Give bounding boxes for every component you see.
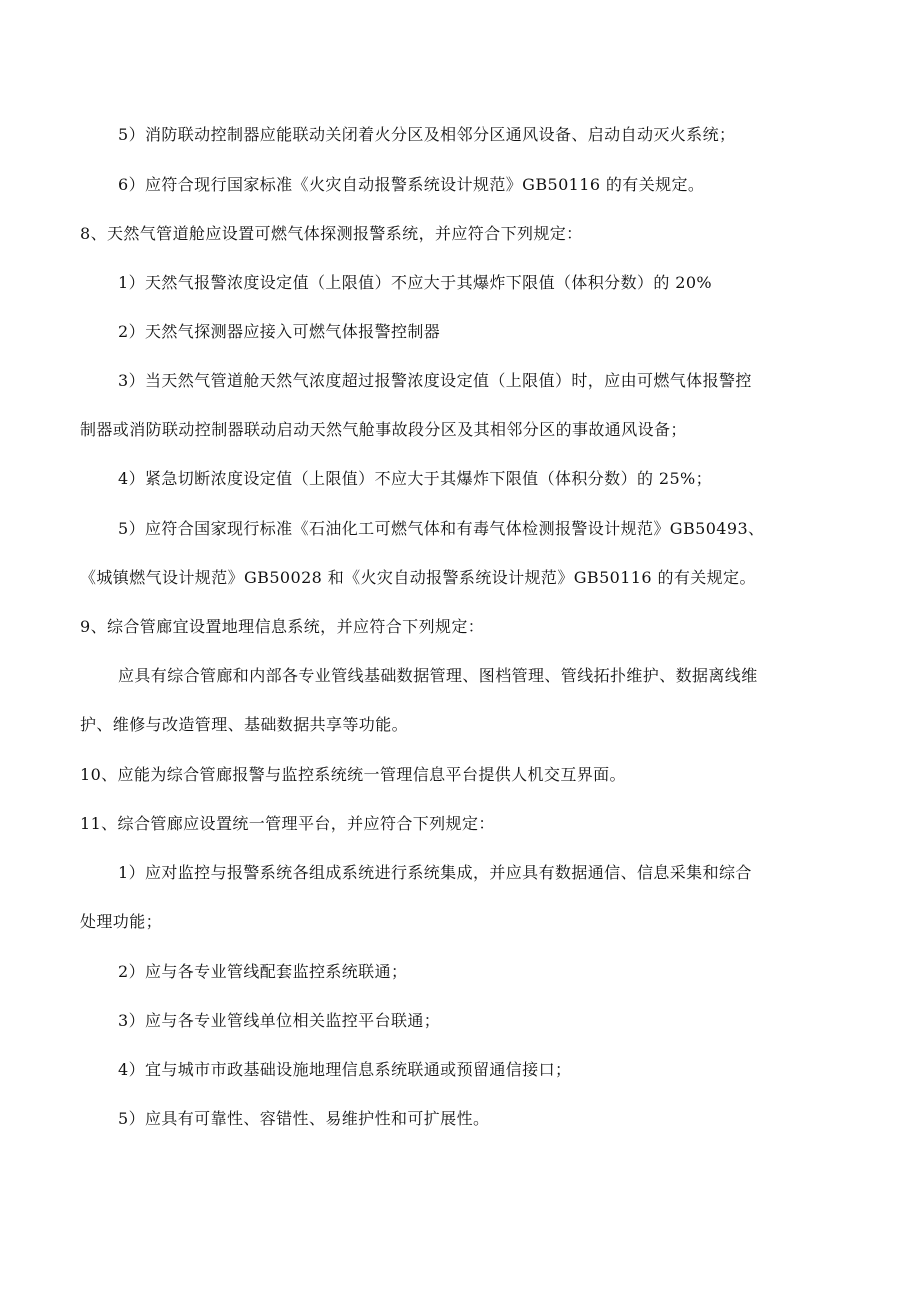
text-line: 处理功能； <box>80 912 163 931</box>
text-line: 10、应能为综合管廊报警与监控系统统一管理信息平台提供人机交互界面。 <box>80 765 626 784</box>
text-line: 3）应与各专业管线单位相关监控平台联通； <box>118 1011 441 1030</box>
text-line: 2）天然气探测器应接入可燃气体报警控制器 <box>118 322 441 341</box>
text-line: 6）应符合现行国家标准《火灾自动报警系统设计规范》GB50116 的有关规定。 <box>118 175 705 194</box>
text-line: 《城镇燃气设计规范》GB50028 和《火灾自动报警系统设计规范》GB50116 的有关规定。 <box>80 568 756 587</box>
text-line: 9、综合管廊宜设置地理信息系统，并应符合下列规定： <box>80 617 485 636</box>
text-line: 5）应具有可靠性、容错性、易维护性和可扩展性。 <box>118 1109 490 1128</box>
text-line: 应具有综合管廊和内部各专业管线基础数据管理、图档管理、管线拓扑维护、数据离线维 <box>118 666 758 685</box>
text-line: 1）应对监控与报警系统各组成系统进行系统集成，并应具有数据通信、信息采集和综合 <box>118 863 752 882</box>
text-line: 5）应符合国家现行标准《石油化工可燃气体和有毒气体检测报警设计规范》GB50493、 <box>118 519 765 538</box>
text-line: 8、天然气管道舱应设置可燃气体探测报警系统，并应符合下列规定： <box>80 224 583 243</box>
text-line: 护、维修与改造管理、基础数据共享等功能。 <box>80 715 409 734</box>
text-line: 2）应与各专业管线配套监控系统联通； <box>118 962 408 981</box>
text-line: 3）当天然气管道舱天然气浓度超过报警浓度设定值（上限值）时，应由可燃气体报警控 <box>118 371 752 390</box>
text-line: 11、综合管廊应设置统一管理平台，并应符合下列规定： <box>80 814 495 833</box>
text-line: 制器或消防联动控制器联动启动天然气舱事故段分区及其相邻分区的事故通风设备； <box>80 420 687 439</box>
text-line: 5）消防联动控制器应能联动关闭着火分区及相邻分区通风设备、启动自动灭火系统； <box>118 125 736 144</box>
text-line: 4）宜与城市市政基础设施地理信息系统联通或预留通信接口； <box>118 1060 572 1079</box>
text-line: 1）天然气报警浓度设定值（上限值）不应大于其爆炸下限值（体积分数）的 20% <box>118 273 713 292</box>
text-line: 4）紧急切断浓度设定值（上限值）不应大于其爆炸下限值（体积分数）的 25%； <box>118 469 713 488</box>
